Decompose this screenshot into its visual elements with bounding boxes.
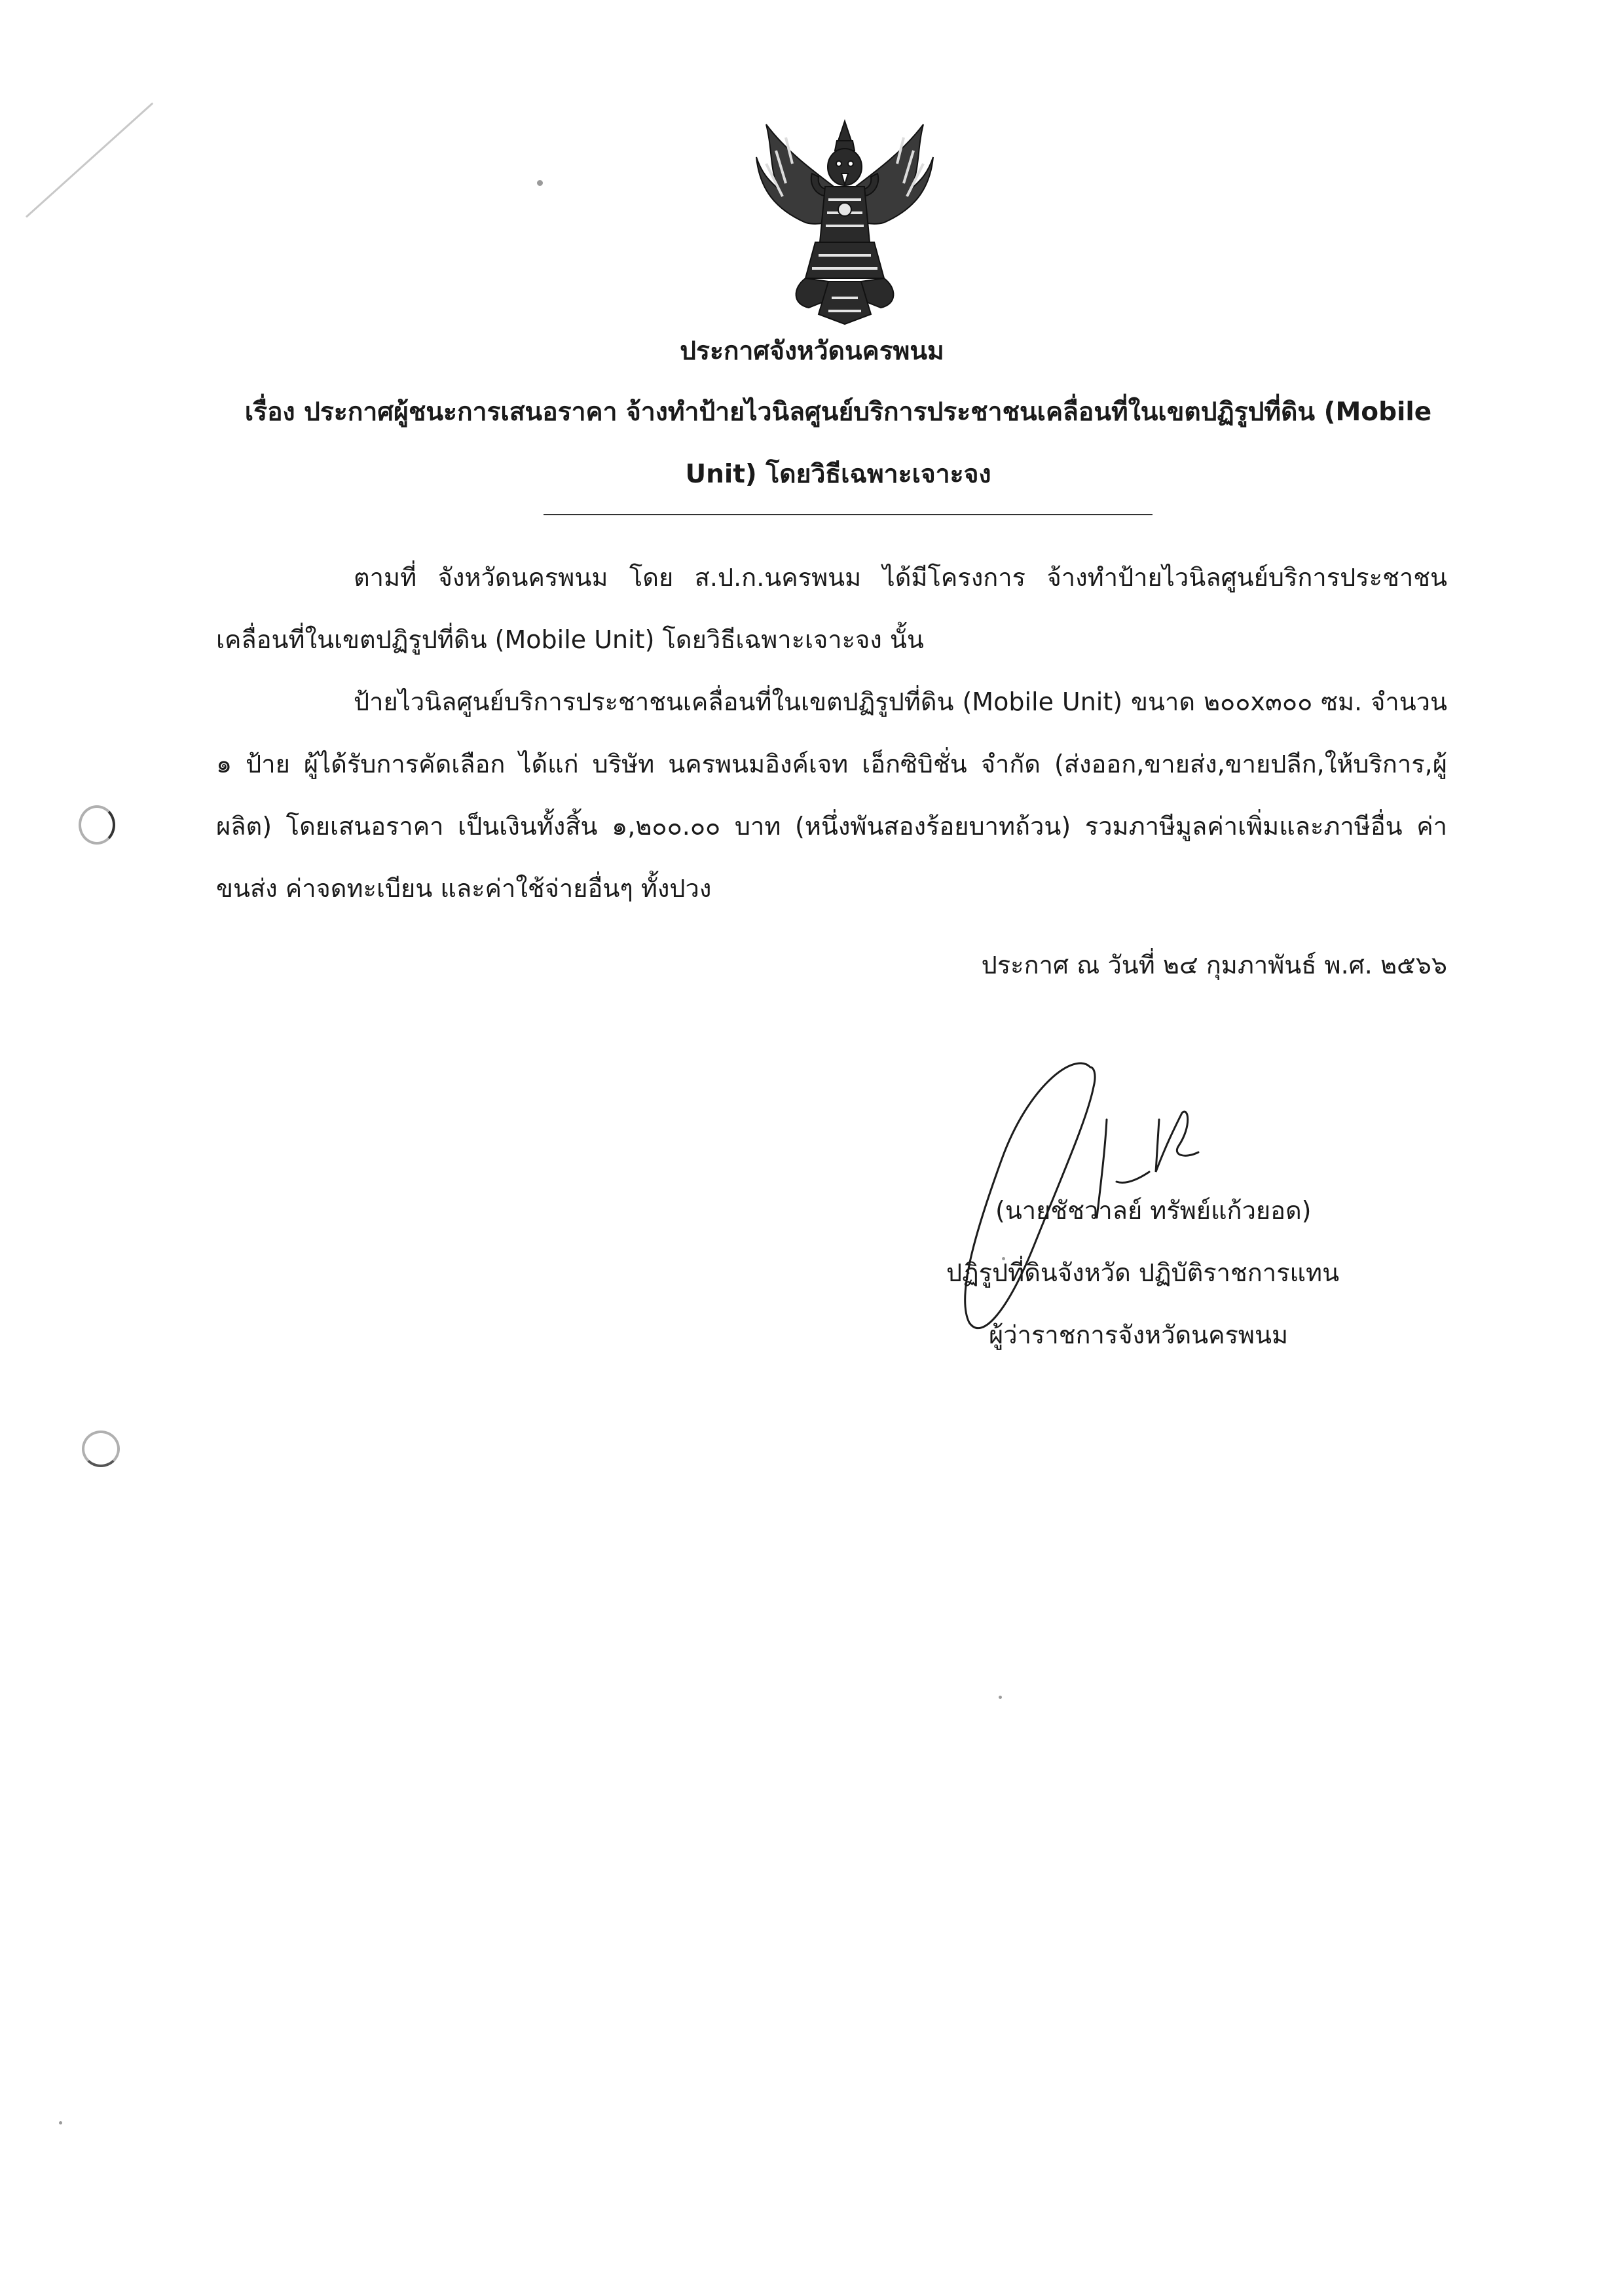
document-subject: เรื่อง ประกาศผู้ชนะการเสนอราคา จ้างทำป้ายไวนิลศูนย์บริการประชาชนเคลื่อนที่ในเขตปฏิรูปที่ดิน (Mobile Unit) โดยวิธีเฉพาะเจาะจง: [244, 397, 1432, 489]
body-paragraph-1: ตามที่ จังหวัดนครพนม โดย ส.ป.ก.นครพนม ได้มีโครงการ จ้างทำป้ายไวนิลศูนย์บริการประชาชนเคลื่อนที่ในเขตปฏิรูปที่ดิน (Mobile Unit) โดยวิธีเฉพาะเจาะจง นั้น: [216, 563, 1447, 654]
signatory-position: ปฏิรูปที่ดินจังหวัด ปฏิบัติราชการแทน: [946, 1258, 1340, 1287]
document-title: ประกาศจังหวัดนครพนม: [680, 337, 944, 366]
punch-hole-mark: [82, 1430, 120, 1467]
title-divider: [544, 514, 1153, 515]
scan-artifact-line: [26, 102, 153, 217]
scan-speck: [999, 1696, 1002, 1699]
scan-speck: [59, 2121, 62, 2124]
announcement-date: ประกาศ ณ วันที่ ๒๔ กุมภาพันธ์ พ.ศ. ๒๕๖๖: [981, 951, 1447, 979]
body-paragraph-2: ป้ายไวนิลศูนย์บริการประชาชนเคลื่อนที่ในเขตปฏิรูปที่ดิน (Mobile Unit) ขนาด ๒๐๐x๓๐๐ ซม. จำนวน ๑ ป้าย ผู้ได้รับการคัดเลือก ได้แก่ บริษัท นครพนมอิงค์เจท เอ็กซิบิชั่น จำกัด (ส่งออก,ขายส่ง,ขายปลีก,ให้บริการ,ผู้ผลิต) โดยเสนอราคา เป็นเงินทั้งสิ้น ๑,๒๐๐.๐๐ บาท (หนึ่งพันสองร้อยบาทถ้วน) รวมภาษีมูลค่าเพิ่มและภาษีอื่น ค่าขนส่ง ค่าจดทะเบียน และค่าใช้จ่ายอื่นๆ ทั้งปวง: [216, 687, 1447, 903]
punch-hole-mark: [79, 805, 115, 845]
garuda-emblem-icon: [747, 111, 943, 327]
signatory-position-on-behalf: ผู้ว่าราชการจังหวัดนครพนม: [989, 1321, 1289, 1349]
scan-speck: [537, 180, 543, 186]
signatory-name: (นายชัชวาลย์ ทรัพย์แก้วยอด): [995, 1196, 1312, 1225]
